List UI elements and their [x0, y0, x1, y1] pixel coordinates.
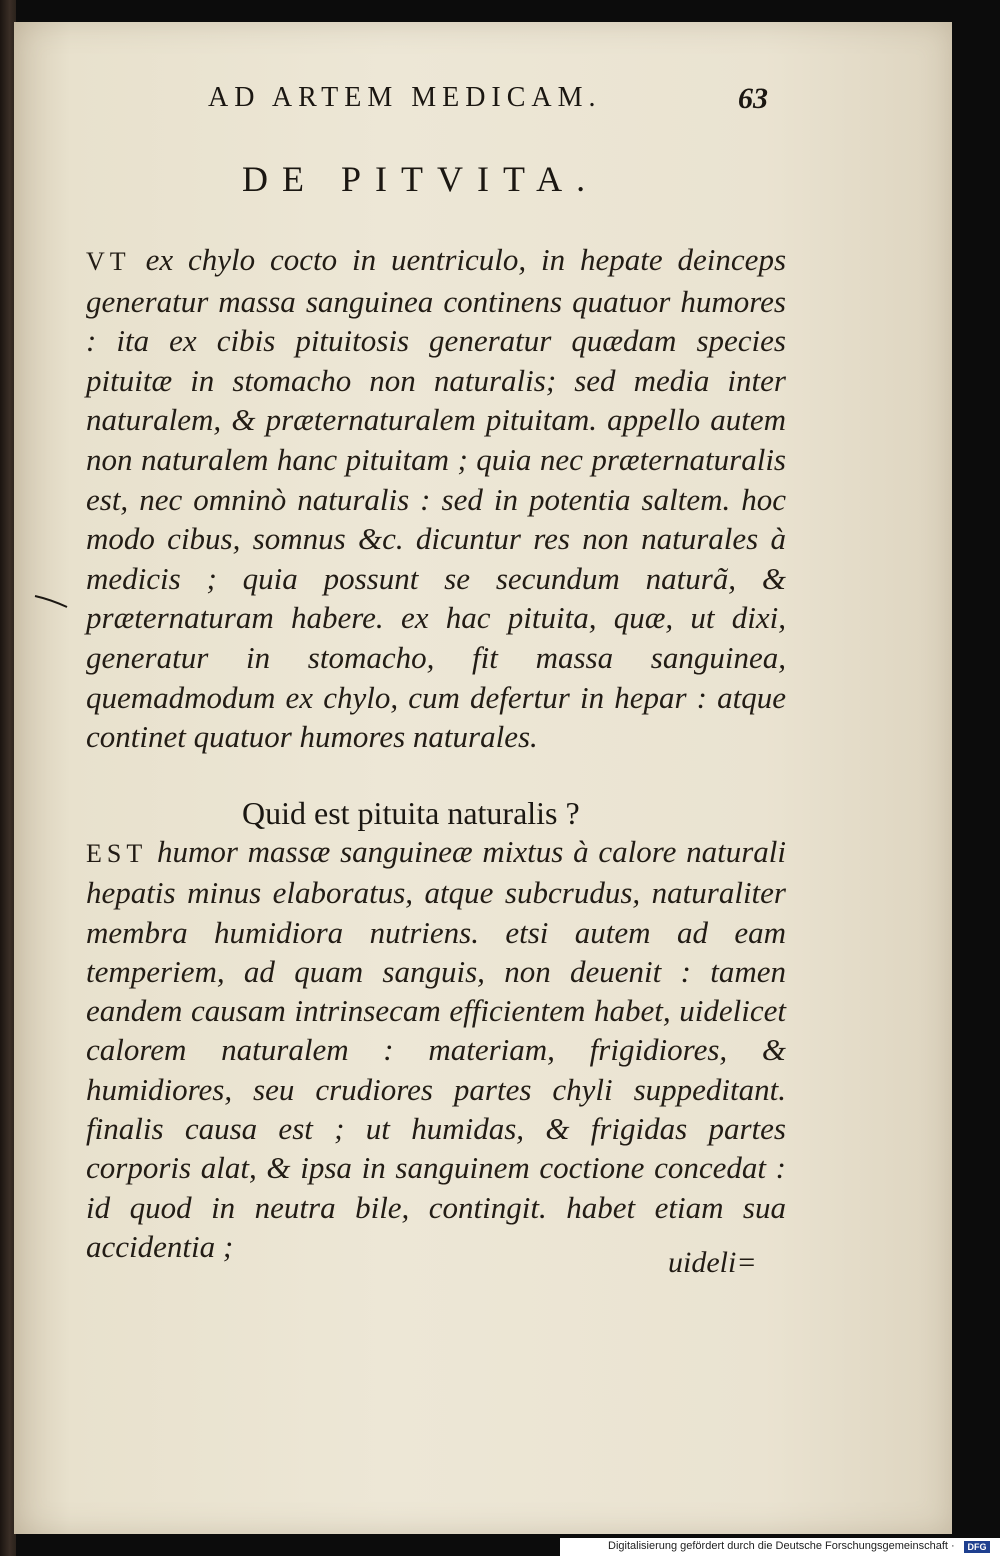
question-heading: Quid est pituita naturalis ? — [242, 795, 580, 831]
marginal-pen-mark — [34, 594, 68, 608]
section-heading: DE PITVITA. — [242, 159, 600, 199]
paragraph-answer — [86, 832, 786, 1266]
catchword: uideli= — [668, 1246, 757, 1279]
paragraph-de-pituita — [86, 240, 786, 757]
footer-credit: Digitalisierung gefördert durch die Deutsche Forschungsgemeinschaft · — [608, 1540, 955, 1552]
dfg-logo: DFG — [964, 1541, 990, 1553]
running-title: AD ARTEM MEDICAM. — [208, 82, 602, 113]
paragraph-initial: EST — [86, 839, 148, 868]
digitization-footer — [560, 1538, 1000, 1556]
page-number: 63 — [738, 82, 768, 115]
paragraph-body: ex chylo cocto in uentriculo, in hepate deinceps generatur massa sanguinea continens quatuor humores : ita ex cibis pituitosis generatur quædam species pituitæ in stomacho non naturalis; sed media inter naturalem, & præternaturalem pituitam. appello autem non naturalem hanc pituitam ; quia nec præternaturalis est, nec omninò naturalis : sed in potentia saltem. hoc modo cibus, somnus &c. dicuntur res non naturales à medicis ; quia possunt se secundum naturã, & præternaturam habere. ex hac pituita, quæ, ut dixi, generatur in stomacho, fit massa sanguinea, quemadmodum ex chylo, cum defertur in hepar : atque continet quatuor humores naturales. — [86, 242, 787, 755]
page-header — [0, 62, 1000, 115]
paragraph-body: humor massæ sanguineæ mixtus à calore naturali hepatis minus elaboratus, atque subcrudus, naturaliter membra humidiora nutriens. etsi autem ad eam temperiem, ad quam sanguis, non deuenit : tamen eandem causam intrinsecam efficientem habet, uidelicet calorem naturalem : materiam, frigidiores, & humidiores, seu crudiores partes chyli suppeditant. finalis causa est ; ut humidas, & frigidas partes corporis alat, & ipsa in sanguinem coctione concedat : id quod in neutra bile, contingit. habet etiam sua accidentia ; — [86, 834, 787, 1264]
paragraph-initial: VT — [86, 247, 131, 276]
